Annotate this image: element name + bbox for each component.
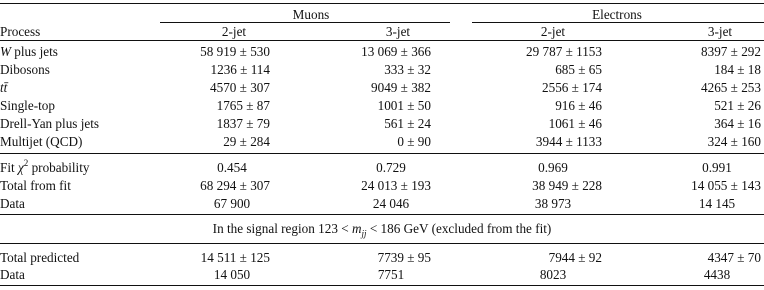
cell-ttbar-mu3: 9049 ± 382	[371, 80, 431, 95]
fit-label-chi2-prefix: Fit	[0, 160, 18, 175]
fit-label-total: Total from fit	[0, 178, 71, 193]
cell-chi2-el3: 0.991	[702, 160, 732, 175]
cell-single-top-el2: 916 ± 46	[555, 98, 602, 113]
cell-dibosons-el2: 685 ± 65	[555, 62, 602, 77]
cell-chi2-mu3: 0.729	[376, 160, 406, 175]
rule-electrons-group	[472, 22, 764, 23]
process-label-multijet: Multijet (QCD)	[0, 134, 83, 149]
fit-label-chi2	[0, 157, 90, 175]
rule-processes-bottom	[0, 153, 764, 154]
cell-ttbar-el3: 4265 ± 253	[701, 80, 761, 95]
cell-predicted-el3: 4347 ± 70	[707, 250, 761, 265]
process-label-dibosons: Dibosons	[0, 62, 50, 77]
cell-data-el3: 14 145	[698, 196, 736, 211]
cell-signal-data-el2: 8023	[539, 267, 567, 282]
fit-label-chi2-suffix: probability	[28, 160, 90, 175]
signal-region-var-sub: jj	[361, 228, 367, 239]
signal-region-prefix: In the signal region 123 <	[212, 221, 352, 236]
cell-data-mu2: 67 900	[213, 196, 251, 211]
cell-drell-yan-el3: 364 ± 16	[714, 116, 761, 131]
cell-total-fit-el2: 38 949 ± 228	[532, 178, 602, 193]
cell-predicted-el2: 7944 ± 92	[548, 250, 602, 265]
cell-signal-data-mu3: 7751	[377, 267, 405, 282]
cell-drell-yan-mu3: 561 ± 24	[384, 116, 431, 131]
process-label-w-rest: plus jets	[11, 44, 58, 59]
process-label-single-top: Single-top	[0, 98, 55, 113]
process-label-w-symbol: W	[0, 44, 11, 59]
header-electrons-3jet: 3-jet	[707, 24, 733, 39]
cell-multijet-el2: 3944 ± 1133	[535, 134, 602, 149]
process-label-w	[0, 45, 58, 58]
cell-multijet-mu2: 29 ± 284	[223, 134, 270, 149]
signal-region-var: m	[351, 221, 362, 236]
rule-bottom	[0, 285, 764, 286]
cell-single-top-mu2: 1765 ± 87	[216, 98, 270, 113]
signal-region-suffix: < 186 GeV (excluded from the fit)	[366, 221, 552, 236]
cell-ttbar-mu2: 4570 ± 307	[210, 80, 270, 95]
cell-total-fit-mu3: 24 013 ± 193	[361, 178, 431, 193]
cell-single-top-mu3: 1001 ± 50	[377, 98, 431, 113]
signal-label-data: Data	[0, 267, 25, 282]
cell-drell-yan-mu2: 1837 ± 79	[216, 116, 270, 131]
fit-label-data: Data	[0, 196, 25, 211]
header-muons-2jet: 2-jet	[221, 24, 247, 39]
cell-ttbar-el2: 2556 ± 174	[542, 80, 602, 95]
cell-chi2-el2: 0.969	[538, 160, 568, 175]
rule-muons-group	[160, 22, 450, 23]
cell-total-fit-el3: 14 055 ± 143	[691, 178, 761, 193]
cell-data-mu3: 24 046	[372, 196, 410, 211]
cell-signal-data-mu2: 14 050	[213, 267, 251, 282]
process-label-ttbar: tt̄	[0, 80, 8, 95]
cell-w-el2: 29 787 ± 1153	[526, 44, 602, 59]
header-group-muons: Muons	[292, 7, 330, 22]
fit-label-chi2-symbol: χ	[17, 160, 24, 175]
cell-w-mu2: 58 919 ± 530	[200, 44, 270, 59]
cell-total-fit-mu2: 68 294 ± 307	[200, 178, 270, 193]
rule-top	[0, 3, 764, 4]
rule-header-bottom	[0, 40, 764, 41]
header-group-electrons: Electrons	[592, 7, 642, 22]
cell-dibosons-el3: 184 ± 18	[714, 62, 761, 77]
cell-data-el2: 38 973	[534, 196, 572, 211]
header-muons-3jet: 3-jet	[385, 24, 411, 39]
cell-drell-yan-el2: 1061 ± 46	[548, 116, 602, 131]
cell-signal-data-el3: 4438	[703, 267, 731, 282]
cell-w-el3: 8397 ± 292	[701, 44, 761, 59]
signal-region-caption	[212, 221, 552, 239]
header-electrons-2jet: 2-jet	[540, 24, 566, 39]
cell-dibosons-mu3: 333 ± 32	[384, 62, 431, 77]
cell-multijet-mu3: 0 ± 90	[397, 134, 431, 149]
cell-predicted-mu3: 7739 ± 95	[377, 250, 431, 265]
cell-single-top-el3: 521 ± 26	[714, 98, 761, 113]
cell-multijet-el3: 324 ± 160	[707, 134, 761, 149]
rule-fit-bottom	[0, 214, 764, 215]
cell-predicted-mu2: 14 511 ± 125	[200, 250, 270, 265]
process-label-drell-yan: Drell-Yan plus jets	[0, 116, 100, 131]
cell-dibosons-mu2: 1236 ± 114	[210, 62, 270, 77]
cell-w-mu3: 13 069 ± 366	[361, 44, 431, 59]
rule-signal-header-bottom	[0, 243, 764, 244]
header-process: Process	[0, 24, 41, 39]
cell-chi2-mu2: 0.454	[217, 160, 247, 175]
signal-label-total-predicted: Total predicted	[0, 250, 80, 265]
fit-label-chi2-sup: 2	[23, 157, 29, 168]
